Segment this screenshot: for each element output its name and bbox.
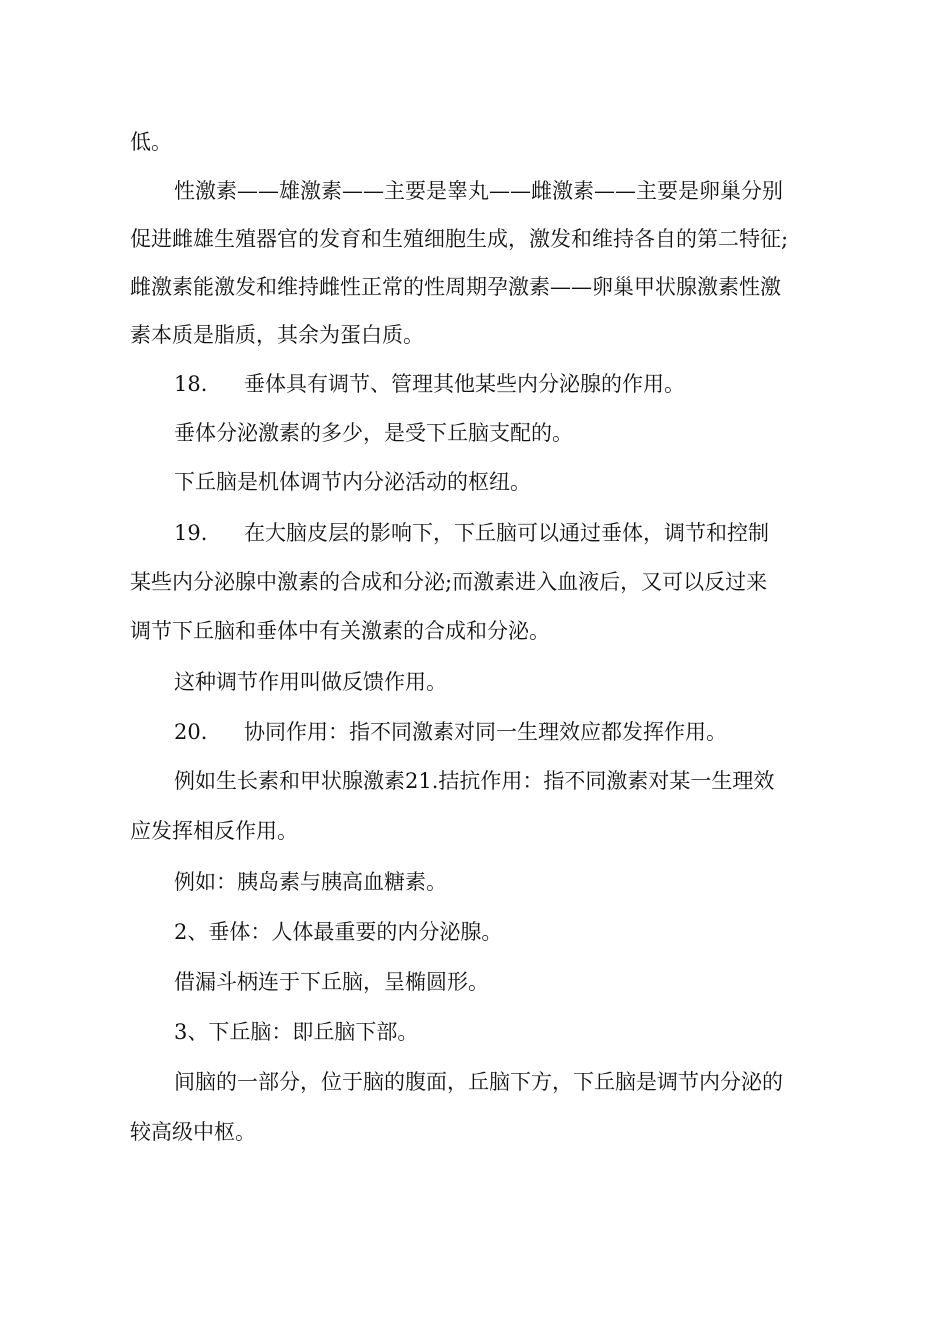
text-line bbox=[0, 272, 950, 302]
text-line bbox=[0, 418, 950, 448]
text-line bbox=[0, 917, 950, 947]
line-text: 性激素——雄激素——主要是睾丸——雌激素——主要是卵巢分别 bbox=[174, 179, 783, 203]
text-line bbox=[0, 1017, 950, 1047]
text-line bbox=[0, 867, 950, 897]
line-text: 垂体分泌激素的多少，是受下丘脑支配的。 bbox=[174, 421, 573, 445]
text-line bbox=[0, 320, 950, 350]
item-text: 在大脑皮层的影响下，下丘脑可以通过垂体，调节和控制 bbox=[244, 521, 769, 545]
line-text: 间脑的一部分，位于脑的腹面，丘脑下方，下丘脑是调节内分泌的 bbox=[174, 1070, 783, 1094]
paragraph-sex-hormones bbox=[0, 176, 950, 206]
line-text: 3、下丘脑：即丘脑下部。 bbox=[174, 1020, 419, 1044]
item-text: 垂体具有调节、管理其他某些内分泌腺的作用。 bbox=[244, 372, 685, 396]
text-line bbox=[0, 127, 950, 157]
text-line bbox=[0, 616, 950, 646]
line-text: 这种调节作用叫做反馈作用。 bbox=[174, 670, 447, 694]
text-line bbox=[0, 667, 950, 697]
line-text: 例如生长素和甲状腺激素21.拮抗作用：指不同激素对某一生理效 bbox=[174, 769, 775, 793]
line-text: 下丘脑是机体调节内分泌活动的枢纽。 bbox=[174, 470, 531, 494]
line-text: 调节下丘脑和垂体中有关激素的合成和分泌。 bbox=[130, 619, 550, 643]
line-text: 借漏斗柄连于下丘脑，呈椭圆形。 bbox=[174, 970, 489, 994]
numbered-item-18 bbox=[0, 369, 950, 399]
text-line bbox=[0, 224, 950, 254]
line-text: 2、垂体：人体最重要的内分泌腺。 bbox=[174, 920, 503, 944]
numbered-item-19 bbox=[0, 518, 950, 548]
text-line bbox=[0, 766, 950, 796]
line-text: 某些内分泌腺中激素的合成和分泌;而激素进入血液后，又可以反过来 bbox=[130, 570, 768, 594]
line-text: 促进雌雄生殖器官的发育和生殖细胞生成，激发和维持各自的第二特征; bbox=[130, 227, 789, 251]
item-number: 20. bbox=[174, 720, 208, 744]
text-line bbox=[0, 567, 950, 597]
text-line bbox=[0, 816, 950, 846]
line-text: 较高级中枢。 bbox=[130, 1120, 256, 1144]
item-number: 18. bbox=[174, 372, 208, 396]
item-text: 协同作用：指不同激素对同一生理效应都发挥作用。 bbox=[244, 720, 727, 744]
text-line bbox=[0, 1067, 950, 1097]
text-line bbox=[0, 1117, 950, 1147]
line-text: 低。 bbox=[130, 130, 172, 154]
text-line bbox=[0, 967, 950, 997]
text-line bbox=[0, 467, 950, 497]
line-text: 雌激素能激发和维持雌性正常的性周期孕激素——卵巢甲状腺激素性激 bbox=[130, 275, 781, 299]
numbered-item-20 bbox=[0, 717, 950, 747]
line-text: 例如：胰岛素与胰高血糖素。 bbox=[174, 870, 447, 894]
line-text: 素本质是脂质，其余为蛋白质。 bbox=[130, 323, 424, 347]
item-number: 19. bbox=[174, 521, 208, 545]
line-text: 应发挥相反作用。 bbox=[130, 819, 298, 843]
